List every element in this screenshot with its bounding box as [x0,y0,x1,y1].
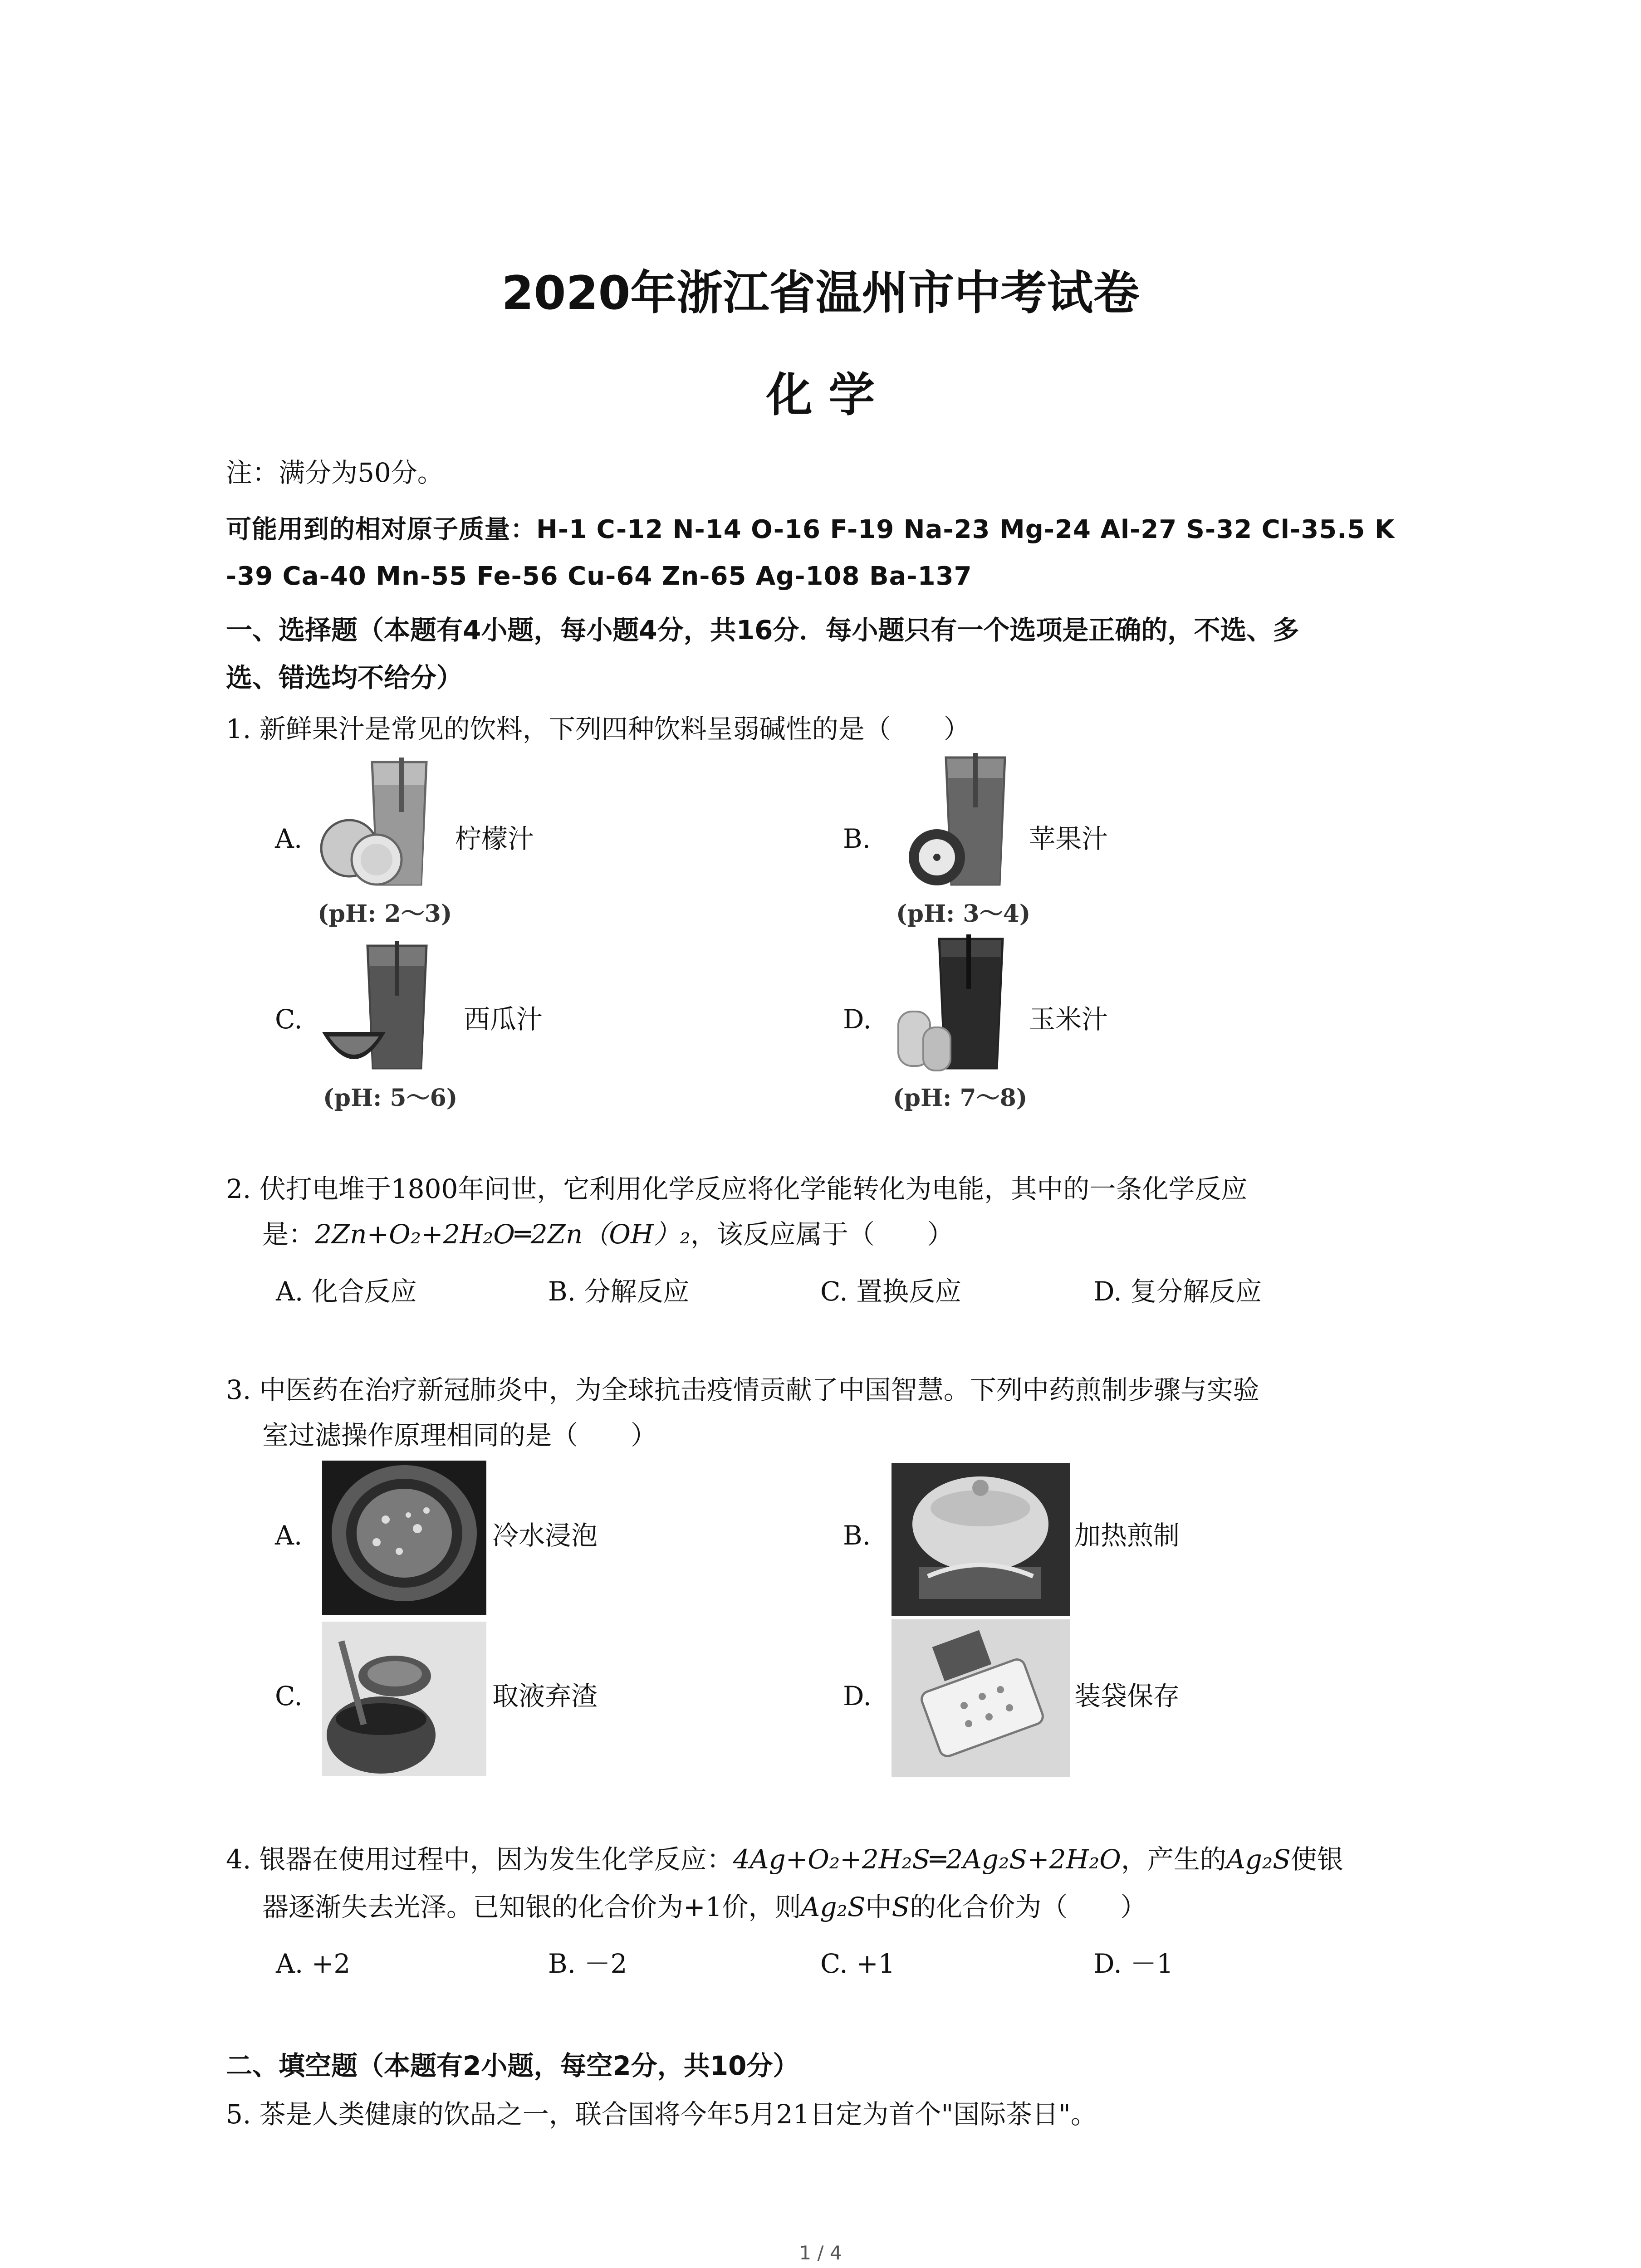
q1-option-b-ph: (pH: 3～4) [896,900,1031,928]
q4-option-b[interactable]: B. －2 [548,1948,627,1979]
q2-option-d[interactable]: D. 复分解反应 [1093,1276,1262,1307]
q3-option-c-letter[interactable]: C. [275,1681,303,1711]
section2-heading: 二、填空题（本题有2小题，每空2分，共10分） [226,2050,799,2081]
q4-line2-element: S [892,1892,910,1922]
q1-option-a-letter[interactable]: A. [275,823,303,854]
q2-option-a[interactable]: A. 化合反应 [276,1276,417,1307]
q3-option-b-label: 加热煎制 [1074,1520,1180,1551]
q4-compound: Ag₂S [1226,1844,1291,1875]
q3-line2: 室过滤操作原理相同的是（ ） [262,1420,657,1451]
exam-title: 2020年浙江省温州市中考试卷 [501,266,1140,320]
q3-option-d-label: 装袋保存 [1074,1681,1180,1711]
section1-heading-line2: 选、错选均不给分） [226,662,463,693]
subject-title: 化 学 [766,368,875,422]
lemon-juice-image [318,758,436,889]
q4-option-c[interactable]: C. +1 [820,1948,895,1979]
q4-line1-prefix: 4. 银器在使用过程中，因为发生化学反应： [226,1844,733,1875]
score-note: 注：满分为50分。 [226,457,444,488]
q4-line1-suffix: 使银 [1290,1844,1343,1875]
q2-option-c[interactable]: C. 置换反应 [820,1276,962,1307]
atomic-masses-line2: -39 Ca-40 Mn-55 Fe-56 Cu-64 Zn-65 Ag-108 Ba-137 [226,562,972,591]
section1-heading-line1: 一、选择题（本题有4小题，每小题4分，共16分．每小题只有一个选项是正确的，不选、多 [226,615,1299,645]
q1-option-d-label: 玉米汁 [1029,1004,1108,1035]
watermelon-juice-image [318,941,436,1073]
q2-equation: 2Zn+O₂+2H₂O═2Zn（OH）₂ [315,1219,691,1250]
soaking-herbs-image [322,1461,486,1615]
q4-option-d[interactable]: D. －1 [1093,1948,1174,1979]
q4-line2-compound: Ag₂S [801,1892,866,1922]
q5-stem: 5. 茶是人类健康的饮品之一，联合国将今年5月21日定为首个"国际茶日"。 [226,2099,1097,2130]
q1-option-c-ph: (pH: 5～6) [323,1084,458,1112]
q4-line1 [226,1844,1343,1875]
q1-option-a-ph: (pH: 2～3) [318,900,452,928]
q4-line2 [262,1894,1146,1920]
page-number: 1 / 4 [799,2242,842,2264]
q1-option-c-letter[interactable]: C. [275,1004,303,1035]
q2-line2 [262,1219,954,1250]
atomic-masses-line1: 可能用到的相对原子质量：H-1 C-12 N-14 O-16 F-19 Na-23 Mg-24 Al-27 S-32 Cl-35.5 K [226,515,1395,544]
q4-equation: 4Ag+O₂+2H₂S═2Ag₂S+2H₂O [733,1844,1121,1875]
q3-option-c-label: 取液弃渣 [492,1681,598,1711]
q3-option-a-letter[interactable]: A. [275,1520,303,1551]
q3-option-a-label: 冷水浸泡 [492,1520,598,1551]
q4-option-a[interactable]: A. +2 [276,1948,351,1979]
q4-line2-suffix: 的化合价为（ ） [910,1892,1147,1922]
q2-line2-suffix: ，该反应属于（ ） [690,1219,954,1250]
decocting-pot-image [892,1463,1070,1616]
q3-option-d-letter[interactable]: D. [843,1681,872,1711]
q2-option-b[interactable]: B. 分解反应 [548,1276,690,1307]
q1-option-b-letter[interactable]: B. [843,823,871,854]
q1-option-d-letter[interactable]: D. [843,1004,872,1035]
q3-line1: 3. 中医药在治疗新冠肺炎中，为全球抗击疫情贡献了中国智慧。下列中药煎制步骤与实验 [226,1374,1259,1405]
draining-liquid-image [322,1622,486,1776]
bagged-herbs-image [892,1619,1070,1777]
q4-line2-prefix: 器逐渐失去光泽。已知银的化合价为+1价，则 [262,1892,801,1922]
q2-line2-prefix: 是： [262,1219,315,1250]
corn-juice-image [892,934,1014,1073]
apple-juice-image [901,753,1019,889]
q1-option-b-label: 苹果汁 [1029,823,1108,854]
q1-option-d-ph: (pH: 7～8) [893,1084,1028,1112]
q4-line2-mid: 中 [865,1892,892,1922]
q1-stem: 1. 新鲜果汁是常见的饮料，下列四种饮料呈弱碱性的是（ ） [226,714,970,744]
q3-option-b-letter[interactable]: B. [843,1520,871,1551]
q1-option-c-label: 西瓜汁 [464,1004,543,1035]
q2-line1: 2. 伏打电堆于1800年问世，它利用化学反应将化学能转化为电能，其中的一条化学反应 [226,1173,1248,1204]
q4-line1-mid: ，产生的 [1121,1844,1226,1875]
q1-option-a-label: 柠檬汁 [455,823,534,854]
